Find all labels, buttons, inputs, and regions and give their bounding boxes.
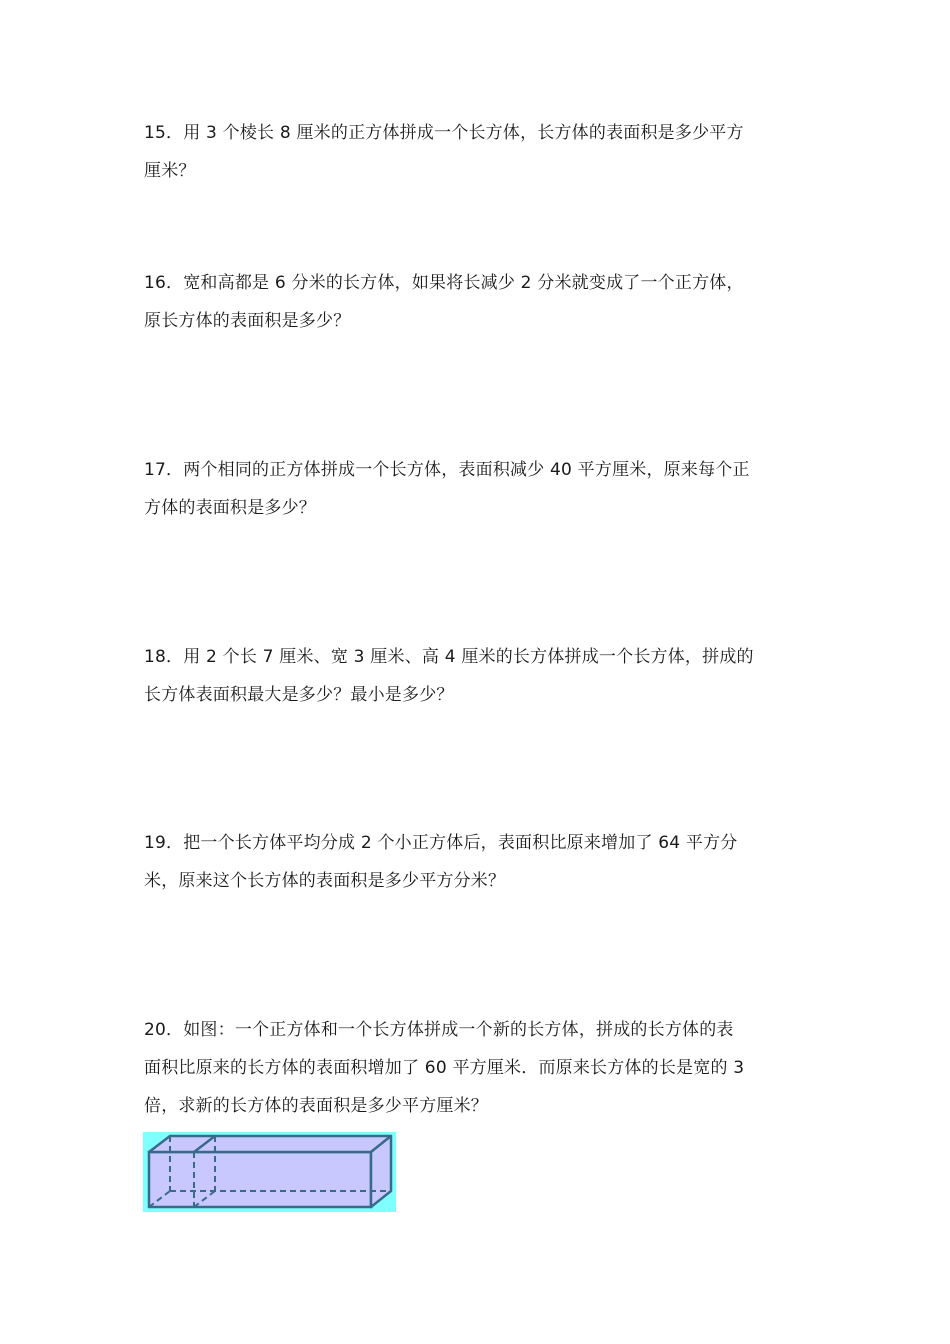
question-15-line-2: 厘米？	[144, 161, 196, 181]
question-16-line-1: 16．宽和高都是 6 分米的长方体，如果将长减少 2 分米就变成了一个正方体，	[144, 273, 744, 293]
question-19-line-2: 米，原来这个长方体的表面积是多少平方分米？	[144, 871, 506, 891]
question-17-line-2: 方体的表面积是多少？	[144, 498, 316, 518]
question-20-line-2: 面积比原来的长方体的表面积增加了 60 平方厘米．而原来长方体的长是宽的 3	[144, 1058, 745, 1078]
question-15	[144, 114, 809, 190]
front-face	[149, 1152, 371, 1207]
top-face	[149, 1136, 391, 1152]
question-18	[144, 638, 809, 714]
question-20-line-3: 倍，求新的长方体的表面积是多少平方厘米？	[144, 1096, 488, 1116]
question-19-line-1: 19．把一个长方体平均分成 2 个小正方体后，表面积比原来增加了 64 平方分	[144, 833, 738, 853]
cuboid-diagram	[143, 1132, 396, 1212]
question-18-line-1: 18．用 2 个长 7 厘米、宽 3 厘米、高 4 厘米的长方体拼成一个长方体，拼成的	[144, 647, 754, 667]
question-19	[144, 824, 809, 900]
cuboid-figure	[143, 1132, 396, 1212]
question-15-line-1: 15．用 3 个棱长 8 厘米的正方体拼成一个长方体，长方体的表面积是多少平方	[144, 123, 744, 143]
question-17	[144, 451, 809, 527]
question-20	[144, 1011, 809, 1125]
question-17-line-1: 17．两个相同的正方体拼成一个长方体，表面积减少 40 平方厘米，原来每个正	[144, 460, 750, 480]
question-16-line-2: 原长方体的表面积是多少？	[144, 311, 351, 331]
question-18-line-2: 长方体表面积最大是多少？最小是多少？	[144, 685, 454, 705]
question-20-line-1: 20．如图：一个正方体和一个长方体拼成一个新的长方体，拼成的长方体的表	[144, 1020, 734, 1040]
question-16	[144, 264, 809, 340]
